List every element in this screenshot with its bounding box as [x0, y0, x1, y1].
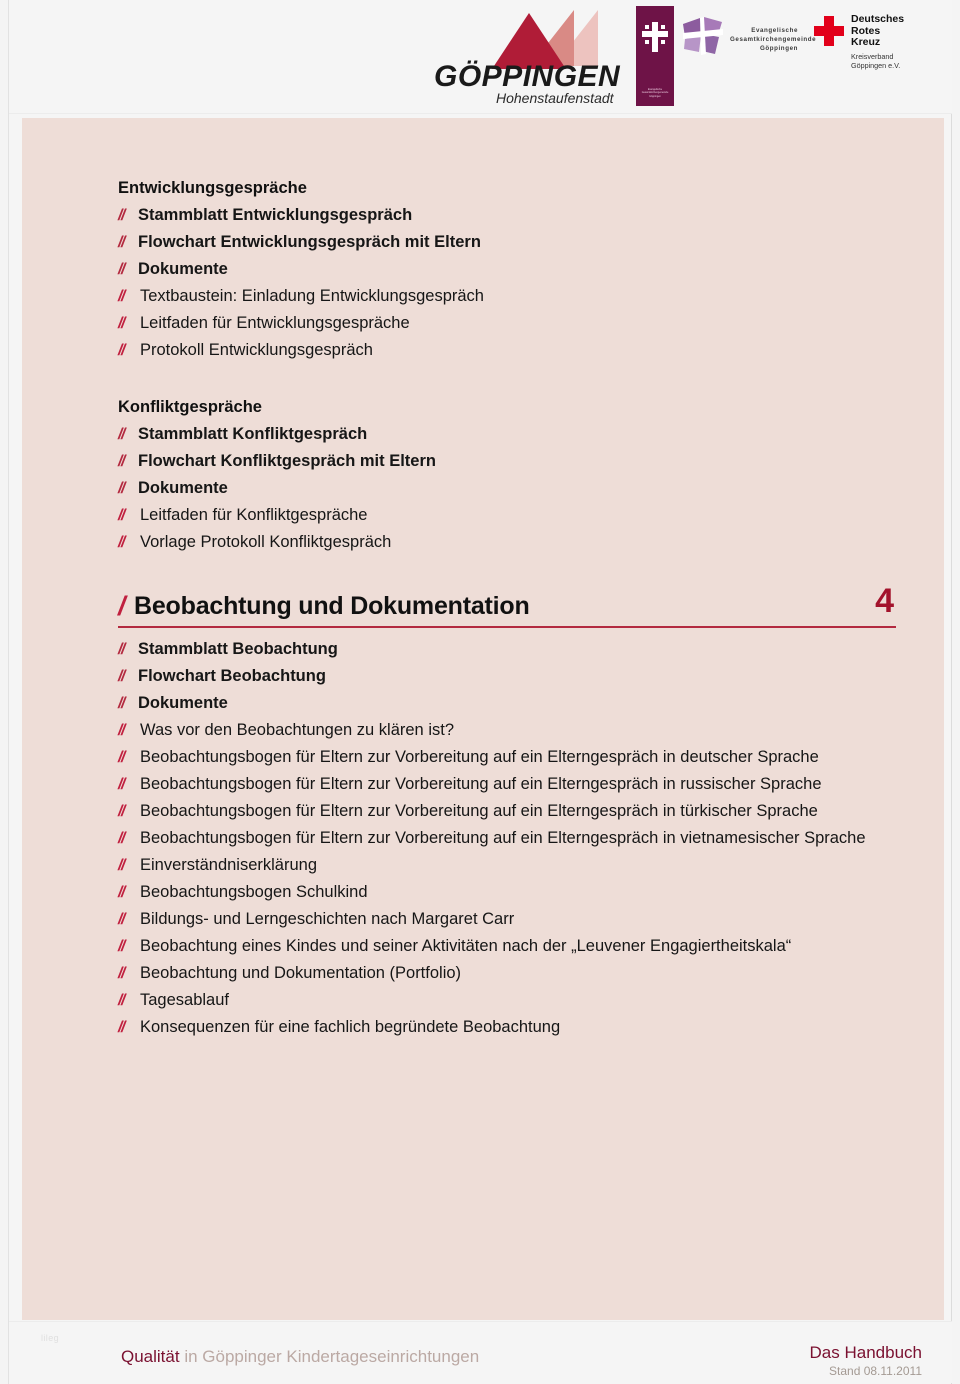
list-item	[118, 475, 896, 502]
list-item	[118, 690, 896, 717]
list-item	[118, 663, 896, 690]
list-item-label: Leitfaden für Entwicklungsgespräche	[140, 314, 410, 332]
list-item	[118, 310, 896, 337]
list-item-label: Textbaustein: Einladung Entwicklungsgespräch	[140, 287, 484, 305]
list-item-label: Tagesablauf	[140, 991, 229, 1009]
list-item	[118, 421, 896, 448]
church-banner-text: Evangelische Gesamtkirchengemeinde Göppingen	[641, 87, 669, 98]
list-item-label: Vorlage Protokoll Konfliktgespräch	[140, 533, 392, 551]
mountain-triangles-icon	[492, 8, 620, 66]
section-number: 4	[875, 582, 894, 620]
list-item-label: Dokumente	[138, 694, 228, 712]
list-item	[118, 529, 896, 556]
footer-title	[121, 1347, 479, 1367]
list-item-label: Stammblatt Konfliktgespräch	[138, 425, 368, 443]
list-item	[118, 448, 896, 475]
goeppingen-city-logo	[434, 6, 620, 104]
list-item-label: Leitfaden für Konfliktgespräche	[140, 506, 368, 524]
church-wordmark-line2: Gesamtkirchengemeinde	[730, 36, 817, 43]
slash-bullet-icon: //	[118, 234, 124, 251]
footer-title-accent: Qualität	[121, 1347, 180, 1366]
slash-bullet-icon: //	[118, 722, 124, 739]
drk-logo	[814, 6, 926, 92]
list-item	[118, 229, 896, 256]
slash-bullet-icon: //	[118, 749, 124, 766]
drk-line3: Kreuz	[851, 36, 881, 48]
slash-bullet-icon: //	[118, 884, 124, 901]
red-cross-icon	[814, 16, 844, 46]
slash-bullet-icon: //	[118, 965, 124, 982]
slash-bullet-icon: //	[118, 426, 124, 443]
page-footer	[9, 1321, 952, 1383]
list-item	[118, 906, 896, 933]
block-title: Entwicklungsgespräche	[118, 179, 307, 197]
slash-bullet-icon: //	[118, 288, 124, 305]
slash-bullet-icon: //	[118, 453, 124, 470]
church-wordmark-line1: Evangelische	[751, 27, 798, 34]
list-item	[118, 960, 896, 987]
slash-bullet-icon: //	[118, 342, 124, 359]
list-item-label: Stammblatt Beobachtung	[138, 640, 338, 658]
list-item-label: Beobachtungsbogen für Eltern zur Vorbereitung auf ein Elterngespräch in türkischer Sprache	[140, 802, 818, 820]
drk-sub1: Kreisverband	[851, 51, 894, 61]
list-item-label: Flowchart Beobachtung	[138, 667, 326, 685]
list-item	[118, 825, 896, 852]
slash-bullet-icon: //	[118, 857, 124, 874]
list-item-label: Einverständniserklärung	[140, 856, 318, 874]
list-item	[118, 636, 896, 663]
list-item	[118, 1014, 896, 1041]
list-item-label: Bildungs- und Lerngeschichten nach Margaret Carr	[140, 910, 515, 928]
list-item-label: Was vor den Beobachtungen zu klären ist?	[140, 721, 454, 739]
list-item-label: Beobachtungsbogen für Eltern zur Vorbereitung auf ein Elterngespräch in russischer Sprache	[140, 775, 822, 793]
evangelische-kirchengemeinde-logo	[636, 6, 817, 112]
slash-bullet-icon: //	[118, 641, 124, 658]
list-item	[118, 337, 896, 364]
church-wordmark-line3: Göppingen	[759, 45, 798, 52]
slash-bullet-icon: //	[118, 938, 124, 955]
slash-bullet-icon: //	[118, 695, 124, 712]
slash-bullet-icon: //	[118, 207, 124, 224]
church-cross-icon	[642, 22, 668, 52]
list-item	[118, 987, 896, 1014]
page-header	[9, 0, 952, 114]
section-title: Beobachtung und Dokumentation	[134, 592, 530, 620]
footer-title-rest: in Göppinger Kindertageseinrichtungen	[179, 1347, 480, 1366]
slash-bullet-icon: //	[118, 830, 124, 847]
slash-bullet-icon: //	[118, 315, 124, 332]
section-body	[118, 636, 896, 1041]
drk-line2: Rotes	[851, 24, 881, 37]
list-item	[118, 502, 896, 529]
section-item-list	[118, 636, 896, 1041]
church-banner-icon	[636, 6, 674, 106]
list-item-label: Beobachtung und Dokumentation (Portfolio)	[140, 964, 462, 982]
footer-watermark: lileg	[41, 1333, 60, 1343]
list-item	[118, 879, 896, 906]
logo-row	[434, 6, 926, 112]
list-item-label: Beobachtungsbogen für Eltern zur Vorbereitung auf ein Elterngespräch in deutscher Sprache	[140, 748, 819, 766]
block-spacer	[118, 364, 896, 393]
list-item	[118, 283, 896, 310]
church-wordmark	[730, 16, 817, 53]
footer-right-group	[810, 1342, 922, 1379]
slash-bullet-icon: //	[118, 776, 124, 793]
list-item	[118, 744, 896, 771]
toc-block	[118, 174, 896, 364]
section-beobachtung	[118, 582, 896, 1041]
slash-bullet-icon: //	[118, 803, 124, 820]
section-heading	[118, 582, 896, 628]
block-item-list	[118, 202, 896, 364]
footer-handbook-label: Das Handbuch	[809, 1343, 922, 1362]
list-item	[118, 256, 896, 283]
footer-stand-date: Stand 08.11.2011	[829, 1364, 922, 1378]
slash-bullet-icon: //	[118, 668, 124, 685]
slash-bullet-icon: //	[118, 534, 124, 551]
content-area	[22, 118, 944, 1320]
toc-block	[118, 393, 896, 556]
list-item-label: Dokumente	[138, 260, 228, 278]
drk-sub2: Göppingen e.V.	[851, 60, 901, 70]
list-item-label: Flowchart Konfliktgespräch mit Eltern	[138, 452, 436, 470]
list-item	[118, 717, 896, 744]
drk-line1: Deutsches	[851, 13, 905, 25]
church-abstract-cross-icon	[682, 16, 724, 56]
block-title: Konfliktgespräche	[118, 398, 262, 416]
list-item-label: Konsequenzen für eine fachlich begründete Beobachtung	[140, 1018, 561, 1036]
section-slash-icon: /	[118, 591, 126, 621]
slash-bullet-icon: //	[118, 992, 124, 1009]
slash-bullet-icon: //	[118, 911, 124, 928]
content-padding	[22, 118, 944, 1041]
goeppingen-wordmark: GÖPPINGEN	[434, 60, 621, 93]
drk-wordmark	[851, 14, 904, 70]
slash-bullet-icon: //	[118, 261, 124, 278]
goeppingen-tagline: Hohenstaufenstadt	[496, 90, 614, 106]
list-item-label: Flowchart Entwicklungsgespräch mit Eltern	[138, 233, 481, 251]
toc-blocks	[118, 174, 896, 556]
list-item	[118, 202, 896, 229]
list-item	[118, 852, 896, 879]
slash-bullet-icon: //	[118, 507, 124, 524]
list-item	[118, 798, 896, 825]
list-item-label: Stammblatt Entwicklungsgespräch	[138, 206, 413, 224]
list-item	[118, 933, 896, 960]
list-item-label: Beobachtungsbogen Schulkind	[140, 883, 368, 901]
slash-bullet-icon: //	[118, 480, 124, 497]
church-mark-group	[682, 6, 817, 56]
list-item-label: Dokumente	[138, 479, 228, 497]
block-item-list	[118, 421, 896, 556]
list-item-label: Beobachtungsbogen für Eltern zur Vorbereitung auf ein Elterngespräch in vietnamesischer Sprache	[140, 829, 866, 847]
slash-bullet-icon: //	[118, 1019, 124, 1036]
list-item-label: Beobachtung eines Kindes und seiner Aktivitäten nach der „Leuvener Engagiertheitskala“	[140, 937, 792, 955]
list-item	[118, 771, 896, 798]
list-item-label: Protokoll Entwicklungsgespräch	[140, 341, 373, 359]
